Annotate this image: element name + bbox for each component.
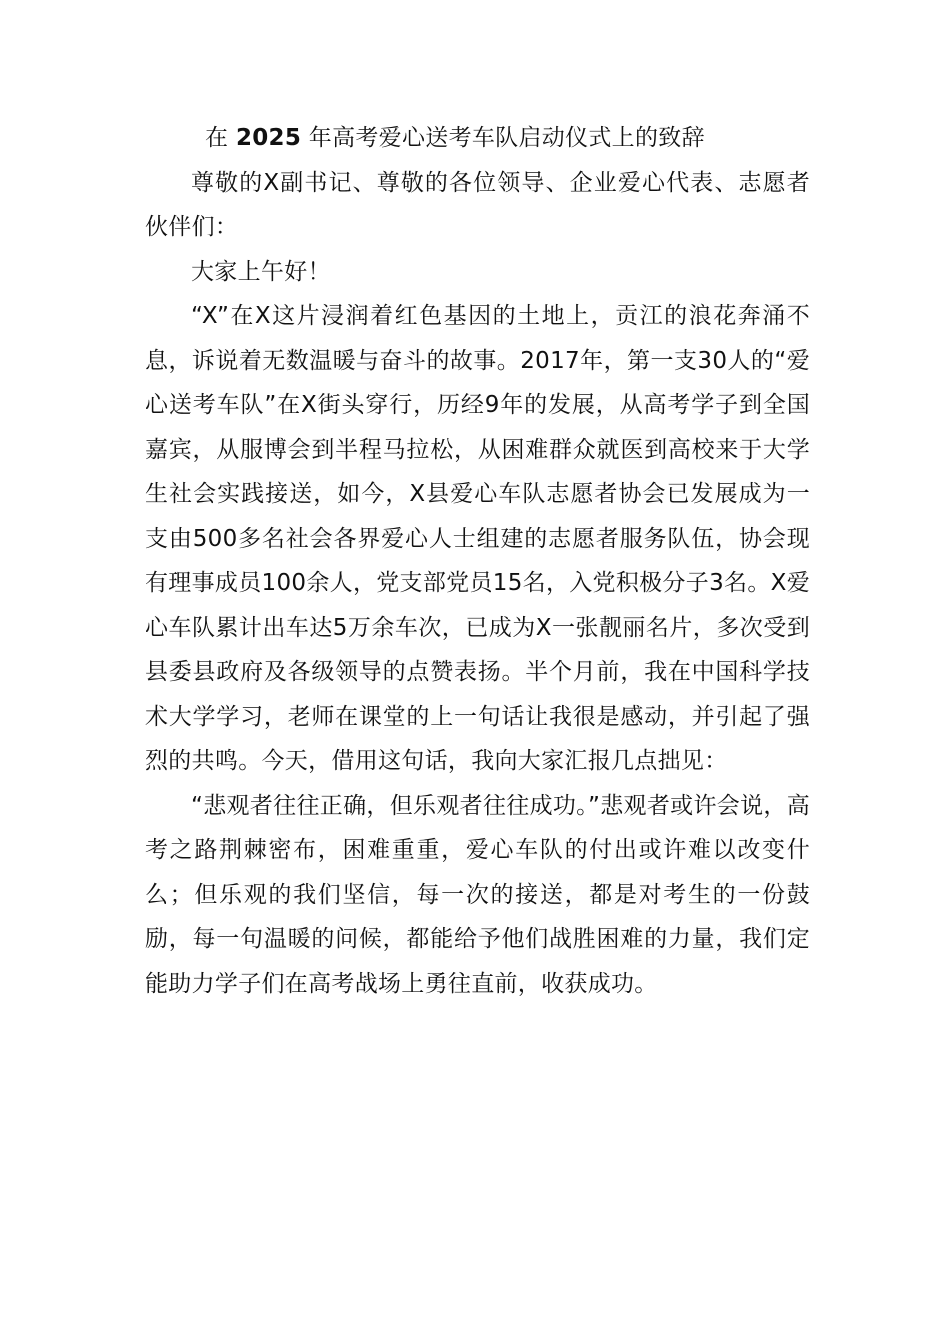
paragraph-2: “悲观者往往正确，但乐观者往往成功。”悲观者或许会说，高考之路荆棘密布，困难重重，爱心车队的付出或许难以改变什么；但乐观的我们坚信，每一次的接送，都是对考生的一份鼓励，每一句温暖的问候，都能给予他们战胜困难的力量，我们定能助力学子们在高考战场上勇往直前，收获成功。 xyxy=(145,792,810,997)
title-year: 2025 xyxy=(235,125,302,151)
greeting: 大家上午好！ xyxy=(191,258,331,285)
title-prefix: 在 xyxy=(205,125,229,151)
salutation: 尊敬的X副书记、尊敬的各位领导、企业爱心代表、志愿者伙伴们： xyxy=(145,169,810,240)
title-suffix: 年高考爱心送考车队启动仪式上的致辞 xyxy=(308,125,705,151)
document-title xyxy=(145,116,810,161)
paragraph-1: “X”在X这片浸润着红色基因的土地上，贡江的浪花奔涌不息，诉说着无数温暖与奋斗的故事。2017年，第一支30人的“爱心送考车队”在X街头穿行，历经9年的发展，从高考学子到全国嘉宾，从服博会到半程马拉松，从困难群众就医到高校来于大学生社会实践接送，如今，X县爱心车队志愿者协会已发展成为一支由500多名社会各界爱心人士组建的志愿者服务队伍，协会现有理事成员100余人，党支部党员15名，入党积极分子3名。X爱心车队累计出车达5万余车次，已成为X一张靓丽名片，多次受到县委县政府及各级领导的点赞表扬。半个月前，我在中国科学技术大学学习，老师在课堂的上一句话让我很是感动，并引起了强烈的共鸣。今天，借用这句话，我向大家汇报几点拙见： xyxy=(145,303,810,774)
document-body xyxy=(145,116,810,1006)
